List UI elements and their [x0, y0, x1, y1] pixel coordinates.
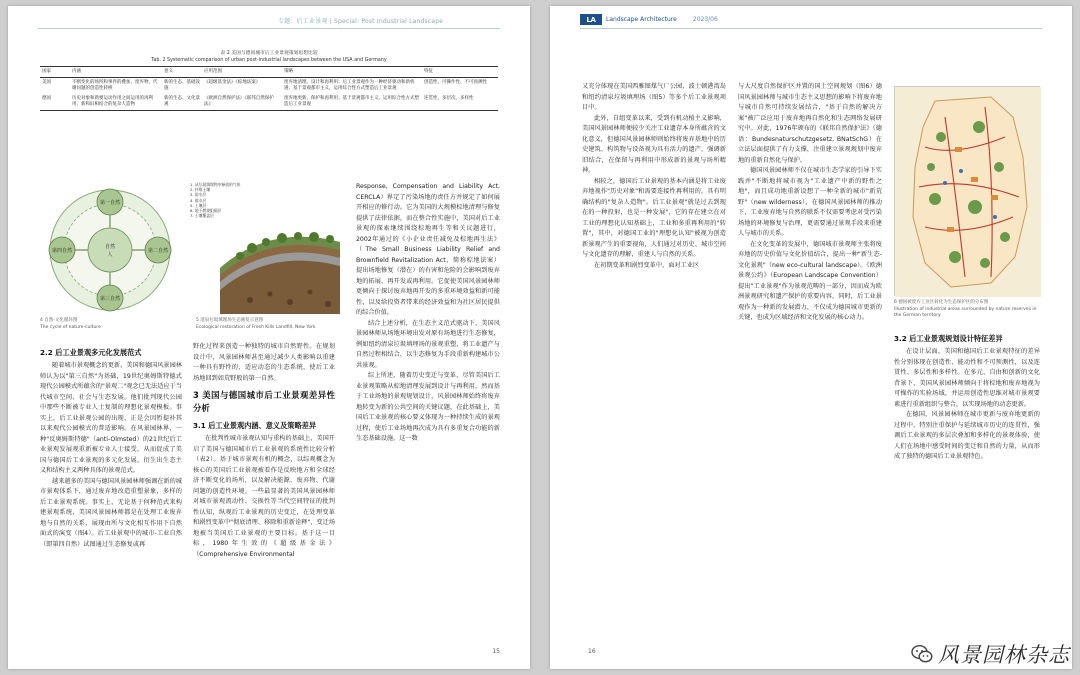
table-caption-cn: 表 2 美国与德国城市后工业景观策划思想比较	[220, 51, 318, 56]
table-caption-en: Tab. 2 Systematic comparison of urban post-industrial landscapes between the USA and Germany	[151, 58, 387, 63]
legend-item: 4. 排水层	[190, 197, 207, 203]
comparison-table	[40, 66, 498, 111]
figure-5-landfill-section	[190, 182, 342, 316]
text-column-1	[582, 82, 726, 647]
left-page	[8, 6, 530, 669]
text-column-3	[894, 328, 1040, 618]
journal-name: Landscape Architecture	[606, 16, 677, 23]
table-header-cell: 特征	[422, 67, 498, 78]
figure-6-caption-en: Illustration of industrial areas surrounded by nature reserves in the German territory	[894, 306, 1037, 318]
paragraph: 相较之，德国后工业景观的基本内涵是将工业废弃地视作"历史对象"和需要连接性再利用的，具有明确结构的"复杂人造物"。后工业景观"就是过去到现在的一种投射，也是一种发展"，它的存在建立在对工业的理想化认知基础上，工业和多重再利用的"转置"，其中，对德国工业的"理想化认知"被视为创造新景观产生的重要视角，人们通过对历史、城市空间与文化遗存的理解，重建人与自然的关系。	[582, 177, 726, 258]
table-cell: 废弃地清理、设计和再利用；后工业景观作为一种经济驱动和新机遇；基于景观都市主义，运用综合性方式塑造后工业景观	[284, 80, 415, 91]
table-header-cell: 应用范围	[202, 67, 282, 78]
paragraph: 在批判性城市景观认知与重构的基础上，美国开启了美国与德国城市后工业景观的系统性比较分析（表2）。基于城市景观有机的概念，以综观概念为核心的美国后工业景观被看作是反映地方和全球经济不断变化的场所，以及解决能源、废弃物、代谢问题的创造性环境。一些最显著的美国风景园林师对城市景观流动性、交换性等当代空间特征的批判性认知，纵观后工业景观的历史变迁，在处理变革和剧烈变革中"彻底清理、移除和重新诠释"，变迁场地被当美国后工业景观的主要目标。基于这一目标，1980年生效的《超级基金法》（Comprehensive Environmental	[193, 435, 335, 558]
table-cell: 废弃地更新、保护和再利用；基于景观都市主义，运用综合性方式塑造后工业景观	[282, 94, 422, 111]
table-cell: 连贯性、多层次、多样性	[422, 94, 498, 111]
table-header-cell: 国家	[40, 67, 70, 78]
table-header-cell: 策略	[282, 67, 422, 78]
table-cell: 《超级基金法》《棕地法案》	[204, 80, 261, 85]
paragraph: 综上所述，随着历史变迁与变革，尽管美国后工业景观策略从棕地清理发展到设计与再利用，然而基于工业场地的景观规划设计，风景园林师始终将废弃地转变为新的公共空间的关键议题，在此基础上，美国后工业景观的核心要义体现为一种持续生成的景观过程，使后工业场地再次成为具有多重复合功能的新生态基础设施。这一数	[356, 372, 500, 442]
figure-4-cycle-diagram	[40, 184, 180, 316]
germany-map-svg	[895, 87, 1041, 297]
figure-5-caption-cn: 5 清泉垃圾填埋场生态修复示意图	[196, 318, 264, 323]
issue-year: 2023/06	[692, 16, 718, 23]
legend-item: 3. 防水层	[190, 192, 207, 198]
table-cell: 历史对象和新要运动作用之间运用的再利用，新和旧相结合的复杂人造物	[70, 94, 162, 111]
table-cell: 新的生态、基础设施	[164, 80, 200, 91]
table-cell: 《欧洲自然保护法》《联邦自然保护法》	[202, 94, 282, 111]
figure-6-caption-cn: 6 德国被废弃工业区转化为生态保护区的分布图	[894, 300, 989, 305]
legend-item: 7. 土壤覆盖层	[190, 213, 214, 219]
page-number: 16	[588, 648, 596, 655]
paragraph: Response, Compensation and Liability Act, CERCLA）界定了污染场地的责任方并规定了如何展开相应的修行动。它为美国的大规模棕地清理与修复提供了法律依据，而在整合性实施中，美国对后工业景观的探索继续围绕棕地再生等和关议题进行，2002年通过的《小企业责任减免及棕地再生法》（The Small Business Liability Relief and Brownfield Revitalization Act，简称棕地法案）提出场地修复（潜在）的有害和危险的会影响到废弃地的拓展、再开发或再利用。它促使美国风景园林师更倾向于探讨废弃地再开发的多重环境效益和新可能性，以及给投资者带来的经济效益和为社区居民提供的综合价值。	[356, 183, 500, 316]
figure-5-caption-en: Ecological restoration of Fresh Kills Landfill, New York	[196, 324, 316, 330]
text-column-3	[356, 182, 500, 642]
table-caption	[40, 50, 498, 64]
text-column-2	[738, 82, 882, 647]
table-cell: 新的生态、文化景观	[162, 94, 202, 111]
table-header-cell: 内涵	[70, 67, 162, 78]
header-rule	[580, 28, 1042, 29]
landfill-section-svg	[190, 182, 342, 316]
table-cell: 德国	[40, 94, 70, 111]
paragraph: 越来越多的美国与德国风景园林师强调在新的城市景观体系下，通过废弃地改造重塑景象，多样的后工业景观系统。事实上，无论基于何种范式来构建景观系统，美国风景园林师都是在处理工业废弃地与自然的关系，展现由所与文化相互作用下自然面式的演变（图4）。后工业景观中的城市-工业自然（即第四自然）试图通过生态修复或再	[40, 477, 182, 548]
cycle-label: 第一自然	[99, 200, 121, 206]
paragraph: 随着城市景观概念的更新，美国和德国风景园林师认为以"第三自然"为基础，19世纪奥姆斯特德式现代公园模式所蕴含的"景观二"观念已无法适应于当代城市空间、社会与生态发展。他们批判现代公园中那些不断被专业人士复制的理想化景观模板。事实上，后工业景观公园的出现，正是会因暂提补其以来观代公园模式的普适影响。在风景园林界，一种"反奥姆斯特德"（anti-Olmsted）的21世纪后工业景观发展观重新被专业人士接受，从而促成了美国与德国后工业景观的多元化发展，衍生出生态主义和结构主义两种具体的景观范式。	[40, 362, 182, 474]
paragraph: 在设计层面，美国和德国后工业景观特征的差异性分别体现在创造性、能动性和不可预测性，以及连贯性、多层性和多样性。在多元、自由和创新的文化背景下，美国风景园林师倾向于将棕地和废弃地视为可操作的实验场域，并运用创造性思维对城市景观要素进行重新组织与整合，以实现场地的动态更新。	[894, 348, 1040, 408]
table-row	[40, 94, 498, 111]
paragraph: 在初期变革和剧烈变革中，面对工业区	[594, 261, 700, 269]
table-header-cell: 意义	[162, 67, 202, 78]
figure-6-map	[894, 86, 1040, 296]
paragraph: 在文化变革的发展中，德国城市景观师主张将废弃地的历史价值与文化价值结合，提出一种"新生态-文化景观"（new eco-cultural landscape）。《欧洲景观公约》（European Landscape Convention）提出"工业景观"作为景观范畴的一部分，因而成为欧洲景观研究和遗产保护的重要内容，同时，后工业景观作为一种新的发展潜力，不仅成为德国城市更新的关键，也成为区域经济和文化发展的核心动力。	[738, 240, 882, 321]
page-number: 15	[492, 648, 500, 655]
paragraph: 德国风景园林师不仅在城市生态学家的引导下实践并"不断地将城市视为"工业遗产中新的野性之地"，而且成功地重新设想了一种全新的城市"新荒野"（new wilderness），在德国风景园林师的推动下，工业废弃地与自然的联系不仅需要考虑对受污染场地的环境修复与治理，更需要通过景观手段来重建人与城市的关系。	[738, 167, 882, 237]
figure-4-caption	[40, 318, 190, 331]
figure-4-caption-cn: 4 自然-文化循环图	[40, 318, 78, 323]
paragraph: 野化过程来创造一种独特的城市自然野性。在规划设计中，风景园林师甚至通过减少人类影响以重建一种具有野性的、适应动态的生态系统，使后工业场地回到如荒野般的第一自然。	[193, 343, 335, 382]
header-rule	[38, 28, 500, 29]
cycle-center-label: 自然	[104, 244, 116, 250]
watermark-text: 风景园林杂志	[938, 643, 1070, 667]
running-header: 专题：后工业景观 | Special: Post Industrial Landscape	[278, 18, 444, 25]
legend-item: 6. 地下燃烧阻隔层	[190, 208, 222, 214]
paragraph: 在德国，风景园林师在城市更新与废弃地更新的过程中，特别注重保护与延续城市历史的连贯性，强调后工业景观的多层次叠加和多样化的景观体验，使人们在场地中感受时间的变迁和自然的力量，从而形成了独特的德国后工业景观特色。	[894, 411, 1040, 460]
text-column-1	[40, 342, 182, 642]
table-row	[40, 78, 498, 95]
section-2-2-heading: 2.2 后工业景观多元化发展范式	[40, 348, 142, 357]
section-3-2-heading: 3.2 后工业景观规划设计特征差异	[894, 334, 1003, 343]
table-header-row	[40, 67, 498, 78]
cycle-label: 第三自然	[99, 296, 121, 302]
journal-logo	[580, 14, 718, 25]
section-3-heading: 3 美国与德国城市后工业景观差异性分析	[193, 390, 335, 413]
figure-4-caption-en: The cycle of nature-culture	[40, 324, 101, 330]
text-column-2	[193, 342, 335, 642]
paragraph: 又充分体现在美国西雅图煤气厂公园、波士顿港湾岛和纽约清泉垃圾填埋场（图5）等多个后工业景观项目中。	[582, 83, 726, 111]
section-3-1-heading: 3.1 后工业景观内涵、意义及策略差异	[193, 421, 317, 430]
wechat-icon	[911, 644, 933, 664]
right-page	[550, 6, 1072, 669]
legend-item: 1. 从垃圾填埋物中释放的气体	[190, 182, 241, 187]
table-cell: 不断变化的场所和事件的叠加，废弃物、代谢问题的创造性转换	[72, 80, 158, 91]
paragraph: 结合上述分析，在生态主义范式驱动下，美国风景园林师从场地环境出发对原有场地进行生态修复，例如纽约清泉垃圾填埋场的景观重塑，将工业遗产与自然过程相结合，以生态修复为手段重新构建城市公共景观。	[356, 319, 500, 369]
legend-item: 2. 纤维土壤	[190, 187, 211, 193]
figure-5-caption	[196, 318, 356, 331]
wechat-watermark	[911, 639, 1070, 669]
cycle-diagram-svg	[40, 184, 180, 316]
cycle-label: 第四自然	[51, 248, 73, 254]
la-logo-mark: LA	[580, 14, 602, 25]
paragraph: 此外，自组变革以来，受到有机动植主义影响，美国风景园林师便较少关注工业遗存本身所蕴含的文化意义，但德国风景园林师则始终将废弃基地中的历史建筑、构筑物与设备视为具有活力的遗产，强调新旧结合，在保留与再利用中形成新的景观与场所精神。	[582, 114, 726, 174]
figure-6-caption	[894, 300, 1044, 320]
table-cell: 创造性、可操作性、不可预测性	[424, 80, 487, 85]
table-cell: 美国	[42, 80, 51, 85]
cycle-label: 第二自然	[147, 248, 169, 254]
paragraph: 与大尺度自然保护区并置的国土空间规划（图6）德国风景园林师与城市生态主义思想的影响下将废弃地与城市自然可持续发展结合，"基于自然的解决方案"被广泛应用于废弃地再自然化和生态网络发展研究中。对此，1976年颁布的《联邦自然保护法》（德语：Bundesnaturschutzgesetz, BNatSchG）在立法层面提供了有力支撑，注重建立景观规划中废弃地的重新自然化与保护。	[738, 83, 882, 164]
cycle-center-label: 人	[107, 252, 113, 258]
legend-item: 5. 土壤层	[190, 202, 207, 208]
